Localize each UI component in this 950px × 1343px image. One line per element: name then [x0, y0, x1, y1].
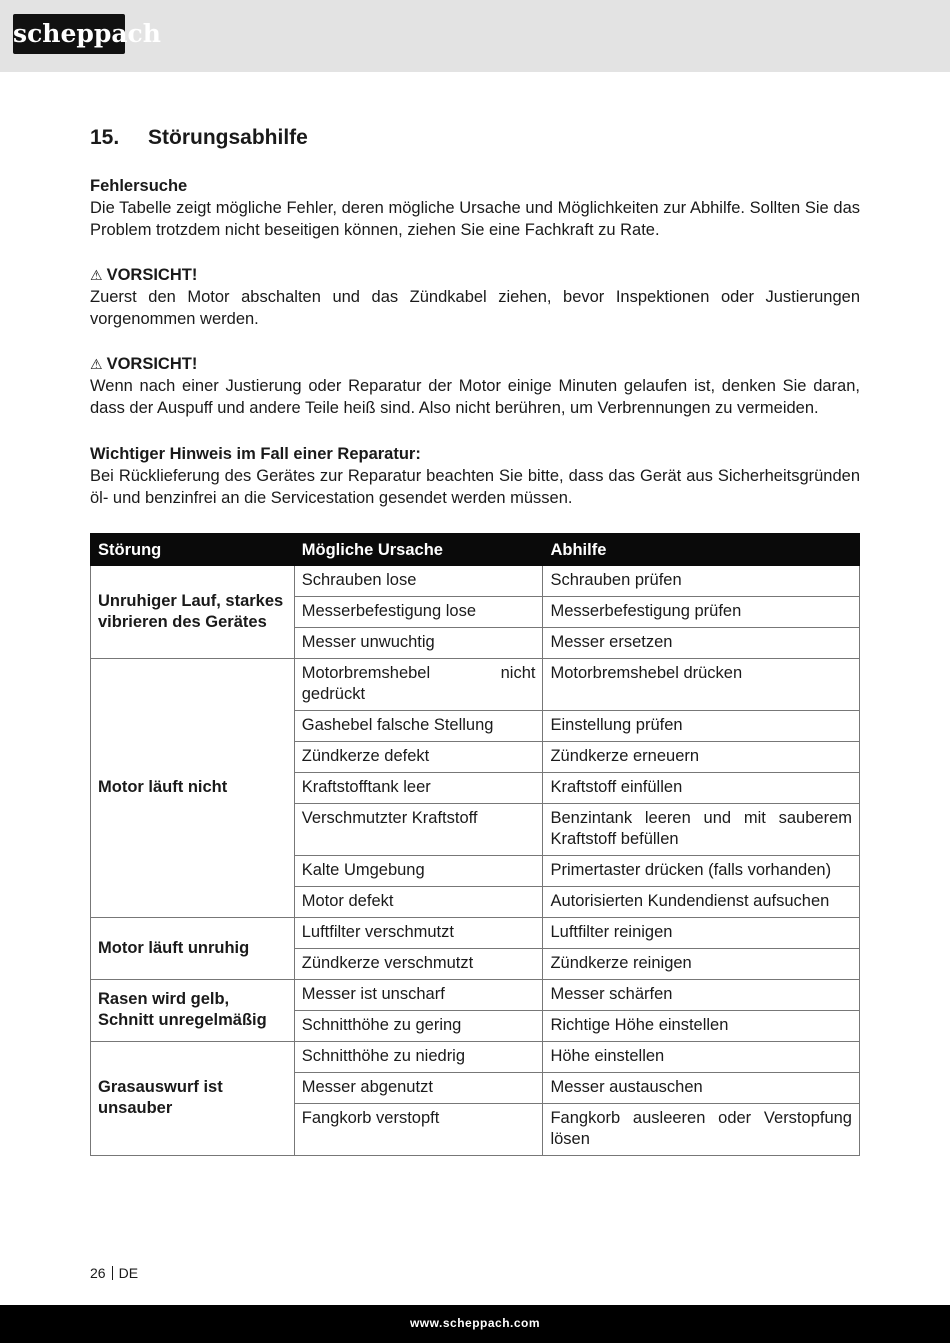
- repair-note-text: Bei Rücklieferung des Gerätes zur Reparatur beachten Sie bitte, dass das Gerät aus Sicherheitsgründen öl- und benzinfrei an die Servicestation gesendet werden müssen.: [90, 467, 860, 507]
- header-cause: Mögliche Ursache: [294, 534, 543, 566]
- footer-url: www.scheppach.com: [409, 1316, 541, 1330]
- cause-cell: Kalte Umgebung: [294, 856, 543, 887]
- remedy-cell: Richtige Höhe einstellen: [543, 1011, 860, 1042]
- remedy-cell: Kraftstoff einfüllen: [543, 773, 860, 804]
- page-number-value: 26: [90, 1265, 106, 1281]
- header-fault: Störung: [91, 534, 295, 566]
- warning-icon: ⚠: [90, 356, 103, 372]
- intro-text: Die Tabelle zeigt mögliche Fehler, deren mögliche Ursache und Möglichkeiten zur Abhilfe. Sollten Sie das Problem trotzdem nicht beseitigen können, ziehen Sie eine Fachkraft zu Rate.: [90, 199, 860, 239]
- cause-cell: Zündkerze defekt: [294, 742, 543, 773]
- table-row: [91, 918, 860, 949]
- remedy-cell: Fangkorb ausleeren oder Verstopfung lösen: [543, 1104, 860, 1156]
- cause-cell: Schnitthöhe zu gering: [294, 1011, 543, 1042]
- repair-note-heading: Wichtiger Hinweis im Fall einer Reparatur:: [90, 445, 421, 463]
- caution-block-1: [90, 264, 860, 330]
- caution-heading: VORSICHT!: [106, 355, 198, 373]
- fault-cell: Unruhiger Lauf, starkes vibrieren des Gerätes: [91, 566, 295, 659]
- brand-logo: scheppach: [13, 14, 125, 54]
- remedy-cell: Einstellung prüfen: [543, 711, 860, 742]
- intro-block: [90, 175, 860, 241]
- remedy-cell: Messer ersetzen: [543, 628, 860, 659]
- fault-cell: Rasen wird gelb, Schnitt unregelmäßig: [91, 980, 295, 1042]
- header-band: [0, 0, 950, 72]
- remedy-cell: Messer schärfen: [543, 980, 860, 1011]
- cause-cell: Messerbefestigung lose: [294, 597, 543, 628]
- warning-icon: ⚠: [90, 267, 103, 283]
- remedy-cell: Motorbremshebel drücken: [543, 659, 860, 711]
- cause-cell: Schnitthöhe zu niedrig: [294, 1042, 543, 1073]
- fault-cell: Grasauswurf ist unsauber: [91, 1042, 295, 1156]
- page-number: [90, 1265, 138, 1281]
- troubleshooting-table: [90, 533, 860, 1156]
- cause-cell: Messer abgenutzt: [294, 1073, 543, 1104]
- cause-cell: Motorbremshebel nicht gedrückt: [294, 659, 543, 711]
- table-row: [91, 566, 860, 597]
- cause-cell: Fangkorb verstopft: [294, 1104, 543, 1156]
- remedy-cell: Schrauben prüfen: [543, 566, 860, 597]
- cause-cell: Zündkerze verschmutzt: [294, 949, 543, 980]
- table-row: [91, 980, 860, 1011]
- cause-cell: Gashebel falsche Stellung: [294, 711, 543, 742]
- cause-cell: Messer unwuchtig: [294, 628, 543, 659]
- section-title-text: Störungsabhilfe: [148, 126, 308, 149]
- cause-cell: Messer ist unscharf: [294, 980, 543, 1011]
- remedy-cell: Messer austauschen: [543, 1073, 860, 1104]
- caution-text: Wenn nach einer Justierung oder Reparatur der Motor einige Minuten gelaufen ist, denken Sie daran, dass der Auspuff und andere Teile heiß sind. Also nicht berühren, um Verbrennungen zu vermeiden.: [90, 377, 860, 417]
- remedy-cell: Höhe einstellen: [543, 1042, 860, 1073]
- section-number: 15.: [90, 126, 120, 149]
- table-header-row: [91, 534, 860, 566]
- cause-cell: Motor defekt: [294, 887, 543, 918]
- caution-text: Zuerst den Motor abschalten und das Zündkabel ziehen, bevor Inspektionen oder Justierungen vorgenommen werden.: [90, 288, 860, 328]
- cause-cell: Schrauben lose: [294, 566, 543, 597]
- remedy-cell: Benzintank leeren und mit sauberem Kraftstoff befüllen: [543, 804, 860, 856]
- remedy-cell: Zündkerze reinigen: [543, 949, 860, 980]
- cause-cell: Verschmutzter Kraftstoff: [294, 804, 543, 856]
- page-separator: [112, 1266, 113, 1280]
- table-row: [91, 1042, 860, 1073]
- fault-cell: Motor läuft nicht: [91, 659, 295, 918]
- remedy-cell: Primertaster drücken (falls vorhanden): [543, 856, 860, 887]
- table-row: [91, 659, 860, 711]
- remedy-cell: Autorisierten Kundendienst aufsuchen: [543, 887, 860, 918]
- repair-note-block: [90, 443, 860, 509]
- language-code: DE: [118, 1265, 139, 1281]
- footer-band: [0, 1305, 950, 1343]
- fault-cell: Motor läuft unruhig: [91, 918, 295, 980]
- cause-cell: Kraftstofftank leer: [294, 773, 543, 804]
- remedy-cell: Messerbefestigung prüfen: [543, 597, 860, 628]
- remedy-cell: Luftfilter reinigen: [543, 918, 860, 949]
- intro-heading: Fehlersuche: [90, 177, 188, 195]
- caution-heading: VORSICHT!: [106, 266, 198, 284]
- header-remedy: Abhilfe: [543, 534, 860, 566]
- section-title: [90, 126, 308, 150]
- cause-cell: Luftfilter verschmutzt: [294, 918, 543, 949]
- caution-block-2: [90, 353, 860, 419]
- remedy-cell: Zündkerze erneuern: [543, 742, 860, 773]
